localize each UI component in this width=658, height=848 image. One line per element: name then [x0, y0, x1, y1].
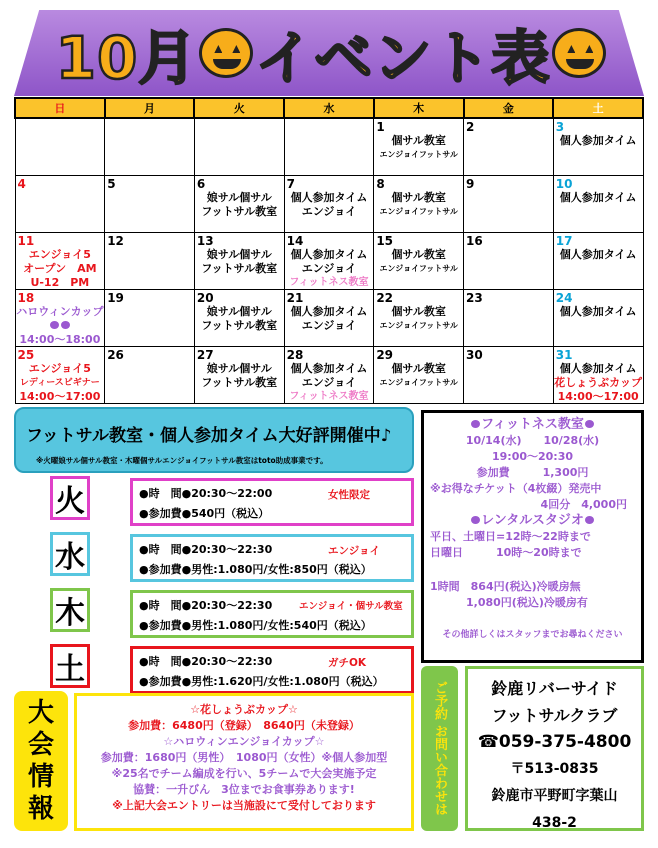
- day-number: 11: [17, 233, 35, 248]
- tournament-line: ※25名でチーム編成を行い、5チームで大会実施予定: [111, 767, 377, 780]
- promo-headline: フットサル教室・個人参加タイム大好評開催中♪: [26, 426, 392, 446]
- day-events: [374, 305, 463, 333]
- day-events: [374, 362, 463, 390]
- calendar-day: [284, 232, 374, 289]
- day-events: [285, 362, 374, 404]
- calendar-day: [194, 346, 284, 403]
- tournament-line: 協賛：一升びん 3位までお食事券あります!: [133, 783, 355, 796]
- day-number: 17: [555, 233, 573, 248]
- day-events: [374, 248, 463, 276]
- day-events: [16, 362, 105, 404]
- schedule-fee: ●参加費●男性:1.080円/女性:540円（税込）: [139, 619, 372, 632]
- event-line: 個サル教室: [391, 134, 446, 147]
- fitness-ticket: ※お得なチケット（4枚綴）発売中: [430, 482, 602, 495]
- tournament-line: 参加費：1680円（男性） 1080円（女性）※個人参加型: [100, 751, 388, 764]
- rental-weekday: 平日、土曜日=12時～22時まで: [430, 530, 591, 543]
- day-number: 8: [376, 176, 385, 191]
- calendar-day: [553, 289, 643, 346]
- day-events: [554, 305, 643, 319]
- day-number: 7: [286, 176, 295, 191]
- event-line: 14:00～17:00: [19, 389, 101, 403]
- calendar-day: [105, 118, 195, 175]
- club-name-2: フットサルクラブ: [491, 706, 618, 725]
- tournament-label: [14, 691, 68, 831]
- day-number: 10: [555, 176, 573, 191]
- weekday-label: 水: [50, 532, 90, 576]
- calendar-day: [464, 118, 554, 175]
- rental-sunday: 日曜日 10時～20時まで: [430, 546, 582, 559]
- club-name-1: 鈴鹿リバーサイド: [491, 679, 618, 698]
- event-line: ハロウィンカップ: [16, 304, 104, 318]
- tournament-line: 参加費：6480円（登録） 8640円（未登録）: [128, 719, 360, 732]
- club-info: [465, 666, 644, 831]
- contact-label: ご予約 お問い合わせは: [421, 666, 458, 831]
- event-line: フットサル教室: [201, 318, 278, 332]
- tournament-line: ※上記大会エントリーは当施設にて受付しております: [112, 799, 376, 812]
- event-line: 個人参加タイム: [290, 361, 368, 375]
- event-line: オープン AM: [23, 261, 97, 275]
- calendar-day: [15, 346, 105, 403]
- fitness-dates: 10/14(水) 10/28(水): [465, 434, 600, 447]
- rental-price-2: 1,080円(税込)冷暖房有: [466, 596, 588, 609]
- event-line: 個人参加タイム: [559, 134, 637, 147]
- event-line: 個人参加タイム: [559, 304, 637, 318]
- weekday-label: 火: [50, 476, 90, 520]
- day-number: 31: [555, 347, 573, 362]
- calendar-day: [194, 175, 284, 232]
- day-number: 2: [466, 120, 475, 134]
- tournament-label-char: 報: [27, 794, 54, 824]
- day-events: [195, 362, 284, 390]
- fitness-ticket-price: 4回分 4,000円: [540, 498, 627, 511]
- calendar-day: [284, 175, 374, 232]
- day-number: 19: [107, 290, 124, 305]
- event-line: 個人参加タイム: [290, 190, 368, 204]
- day-number: 16: [466, 233, 483, 248]
- day-number: 13: [196, 233, 214, 248]
- rental-price-1: 1時間 864円(税込)冷暖房無: [430, 580, 581, 593]
- day-number: 29: [376, 347, 394, 362]
- weekday-header: 土: [553, 98, 643, 118]
- calendar-day: [284, 289, 374, 346]
- day-number: 5: [107, 176, 116, 191]
- day-events: [285, 248, 374, 290]
- calendar-day: [464, 175, 554, 232]
- day-number: 6: [196, 176, 206, 191]
- fitness-box: [421, 410, 644, 663]
- club-address-2: 438-2: [532, 815, 577, 831]
- schedule-time: ●時 間●20:30～22:30: [139, 655, 273, 668]
- day-number: 25: [17, 347, 35, 362]
- fitness-time: 19:00～20:30: [491, 450, 574, 463]
- event-line: U-12 PM: [30, 275, 90, 289]
- calendar-day: [464, 346, 554, 403]
- day-number: 3: [555, 120, 565, 134]
- calendar-day: [194, 289, 284, 346]
- calendar-day: [284, 118, 374, 175]
- event-line: エンジョイ: [301, 375, 357, 389]
- calendar-day: [464, 289, 554, 346]
- event-calendar: [14, 97, 644, 404]
- fitness-footer: その他詳しくはスタッフまでお尋ねください: [442, 630, 623, 640]
- weekday-label: 土: [50, 644, 90, 688]
- event-line: 個人参加タイム: [290, 247, 368, 261]
- promo-banner: [14, 407, 414, 473]
- weekday-header: 日: [15, 98, 105, 118]
- tournament-label-char: 情: [27, 762, 54, 792]
- schedule-info: [130, 478, 414, 526]
- event-line: 娘サル個サル: [206, 361, 272, 375]
- event-line: フィットネス教室: [289, 390, 369, 402]
- event-line: 花しょうぶカップ: [554, 375, 643, 389]
- day-number: 12: [107, 233, 124, 248]
- promo-note: ※火曜娘サル個サル教室・木曜個サルエンジョイフットサル教室はtoto助成事業です。: [36, 456, 328, 465]
- event-line: 個サル教室: [391, 361, 446, 375]
- event-line: フットサル教室: [201, 375, 278, 389]
- tournament-line: ☆ハロウィンエンジョイカップ☆: [163, 735, 325, 748]
- event-line: 個人参加タイム: [559, 247, 637, 261]
- schedule-fee: ●参加費●540円（税込）: [139, 507, 270, 520]
- event-line: エンジョイフットサル: [379, 206, 458, 216]
- schedule-time: ●時 間●20:30～22:30: [139, 543, 273, 556]
- event-line: エンジョイフットサル: [379, 320, 458, 330]
- title-text: イベント表: [255, 24, 551, 92]
- event-line: エンジョイ: [301, 204, 357, 218]
- calendar-day: [105, 289, 195, 346]
- event-line: フットサル教室: [201, 204, 278, 218]
- day-events: [195, 305, 284, 333]
- weekday-header: 月: [105, 98, 195, 118]
- weekday-label: 木: [50, 588, 90, 632]
- calendar-day: [374, 289, 464, 346]
- calendar-day: [194, 232, 284, 289]
- schedule-tag: エンジョイ・個サル教室: [299, 601, 403, 612]
- event-line: 個人参加タイム: [290, 304, 368, 318]
- day-number: 14: [286, 233, 304, 248]
- day-events: [285, 191, 374, 219]
- day-number: 15: [376, 233, 394, 248]
- event-line: 個サル教室: [391, 190, 446, 204]
- day-events: [554, 362, 643, 404]
- event-line: エンジョイフットサル: [379, 263, 458, 273]
- day-events: [554, 191, 643, 205]
- event-line: 娘サル個サル: [206, 190, 272, 204]
- calendar-day: [374, 175, 464, 232]
- calendar-day: [374, 232, 464, 289]
- day-events: [554, 134, 643, 148]
- schedule-info: [130, 534, 414, 582]
- day-number: 18: [17, 290, 35, 305]
- club-phone: ☎059-375-4800: [477, 732, 632, 752]
- event-line: 個人参加タイム: [559, 361, 637, 375]
- weekday-header: 火: [194, 98, 284, 118]
- calendar-day: [553, 232, 643, 289]
- event-line: 個人参加タイム: [559, 190, 637, 204]
- day-number: 27: [196, 347, 214, 362]
- day-events: [374, 134, 463, 162]
- calendar-day: [553, 346, 643, 403]
- day-events: [16, 248, 105, 290]
- calendar-day: [194, 118, 284, 175]
- day-number: 1: [376, 120, 385, 134]
- schedule-info: [130, 646, 414, 694]
- club-zip: 〒513-0835: [510, 761, 599, 777]
- fitness-fee: 参加費 1,300円: [476, 466, 589, 479]
- event-line: 14:00～17:00: [557, 389, 639, 403]
- calendar-day: [374, 346, 464, 403]
- tournament-label-char: 会: [27, 730, 54, 760]
- day-number: 22: [376, 290, 394, 305]
- calendar-day: [553, 118, 643, 175]
- club-address-1: 鈴鹿市平野町字葉山: [491, 788, 618, 804]
- event-line: フィットネス教室: [289, 276, 369, 288]
- day-events: [285, 305, 374, 333]
- schedule-info: [130, 590, 414, 638]
- calendar-day: [15, 175, 105, 232]
- schedule-tag: 女性限定: [328, 489, 370, 501]
- calendar-day: [553, 175, 643, 232]
- day-number: 26: [107, 347, 124, 362]
- schedule-fee: ●参加費●男性:1.080円/女性:850円（税込）: [139, 563, 372, 576]
- day-number: 9: [466, 176, 475, 191]
- calendar-day: [284, 346, 374, 403]
- tournament-label-char: 大: [27, 698, 54, 728]
- pumpkin-icon: [471, 516, 480, 524]
- event-line: レディースビギナー: [19, 377, 100, 388]
- tournament-line: ☆花しょうぶカップ☆: [190, 703, 298, 716]
- day-events: [195, 191, 284, 219]
- event-line: エンジョイ5: [28, 361, 91, 375]
- day-number: 24: [555, 290, 573, 305]
- schedule-tag: ガチOK: [328, 657, 367, 669]
- event-line: 娘サル個サル: [206, 304, 272, 318]
- calendar-day: [105, 175, 195, 232]
- schedule-time: ●時 間●20:30～22:00: [139, 487, 273, 500]
- weekday-header: 木: [374, 98, 464, 118]
- day-events: [374, 191, 463, 219]
- day-events: [195, 248, 284, 276]
- schedule-time: ●時 間●20:30～22:30: [139, 599, 273, 612]
- calendar-day: [105, 232, 195, 289]
- fitness-title: フィットネス教室: [481, 417, 584, 432]
- page-title: [22, 8, 642, 98]
- tournament-info: [74, 693, 414, 831]
- day-number: 23: [466, 290, 483, 305]
- pumpkin-icon: [16, 319, 105, 333]
- event-line: 個サル教室: [391, 304, 446, 318]
- calendar-day: [15, 118, 105, 175]
- day-events: [554, 248, 643, 262]
- event-line: エンジョイフットサル: [379, 377, 458, 387]
- schedule-tag: エンジョイ: [328, 545, 381, 557]
- event-line: エンジョイ: [301, 318, 357, 332]
- day-number: 20: [196, 290, 214, 305]
- pumpkin-icon: [585, 420, 594, 428]
- calendar-day: [15, 289, 105, 346]
- event-line: エンジョイ5: [28, 247, 91, 261]
- day-number: 4: [17, 176, 26, 191]
- pumpkin-icon: [199, 28, 253, 78]
- calendar-day: [15, 232, 105, 289]
- event-line: エンジョイ: [301, 261, 357, 275]
- event-line: フットサル教室: [201, 261, 278, 275]
- day-events: [16, 305, 105, 347]
- calendar-day: [105, 346, 195, 403]
- day-number: 30: [466, 347, 483, 362]
- pumpkin-icon: [585, 516, 594, 524]
- event-line: エンジョイフットサル: [379, 150, 458, 159]
- rental-title: レンタルスタジオ: [481, 513, 584, 528]
- schedule-fee: ●参加費●男性:1.620円/女性:1.080円（税込）: [139, 675, 384, 688]
- calendar-day: [374, 118, 464, 175]
- title-month: 10月: [55, 24, 198, 92]
- event-line: 娘サル個サル: [206, 247, 272, 261]
- day-number: 21: [286, 290, 304, 305]
- day-number: 28: [286, 347, 304, 362]
- pumpkin-icon: [471, 420, 480, 428]
- weekday-header: 金: [464, 98, 554, 118]
- weekday-header: 水: [284, 98, 374, 118]
- event-line: 14:00～18:00: [19, 332, 101, 346]
- pumpkin-icon: [552, 28, 606, 78]
- event-line: 個サル教室: [391, 247, 446, 261]
- calendar-day: [464, 232, 554, 289]
